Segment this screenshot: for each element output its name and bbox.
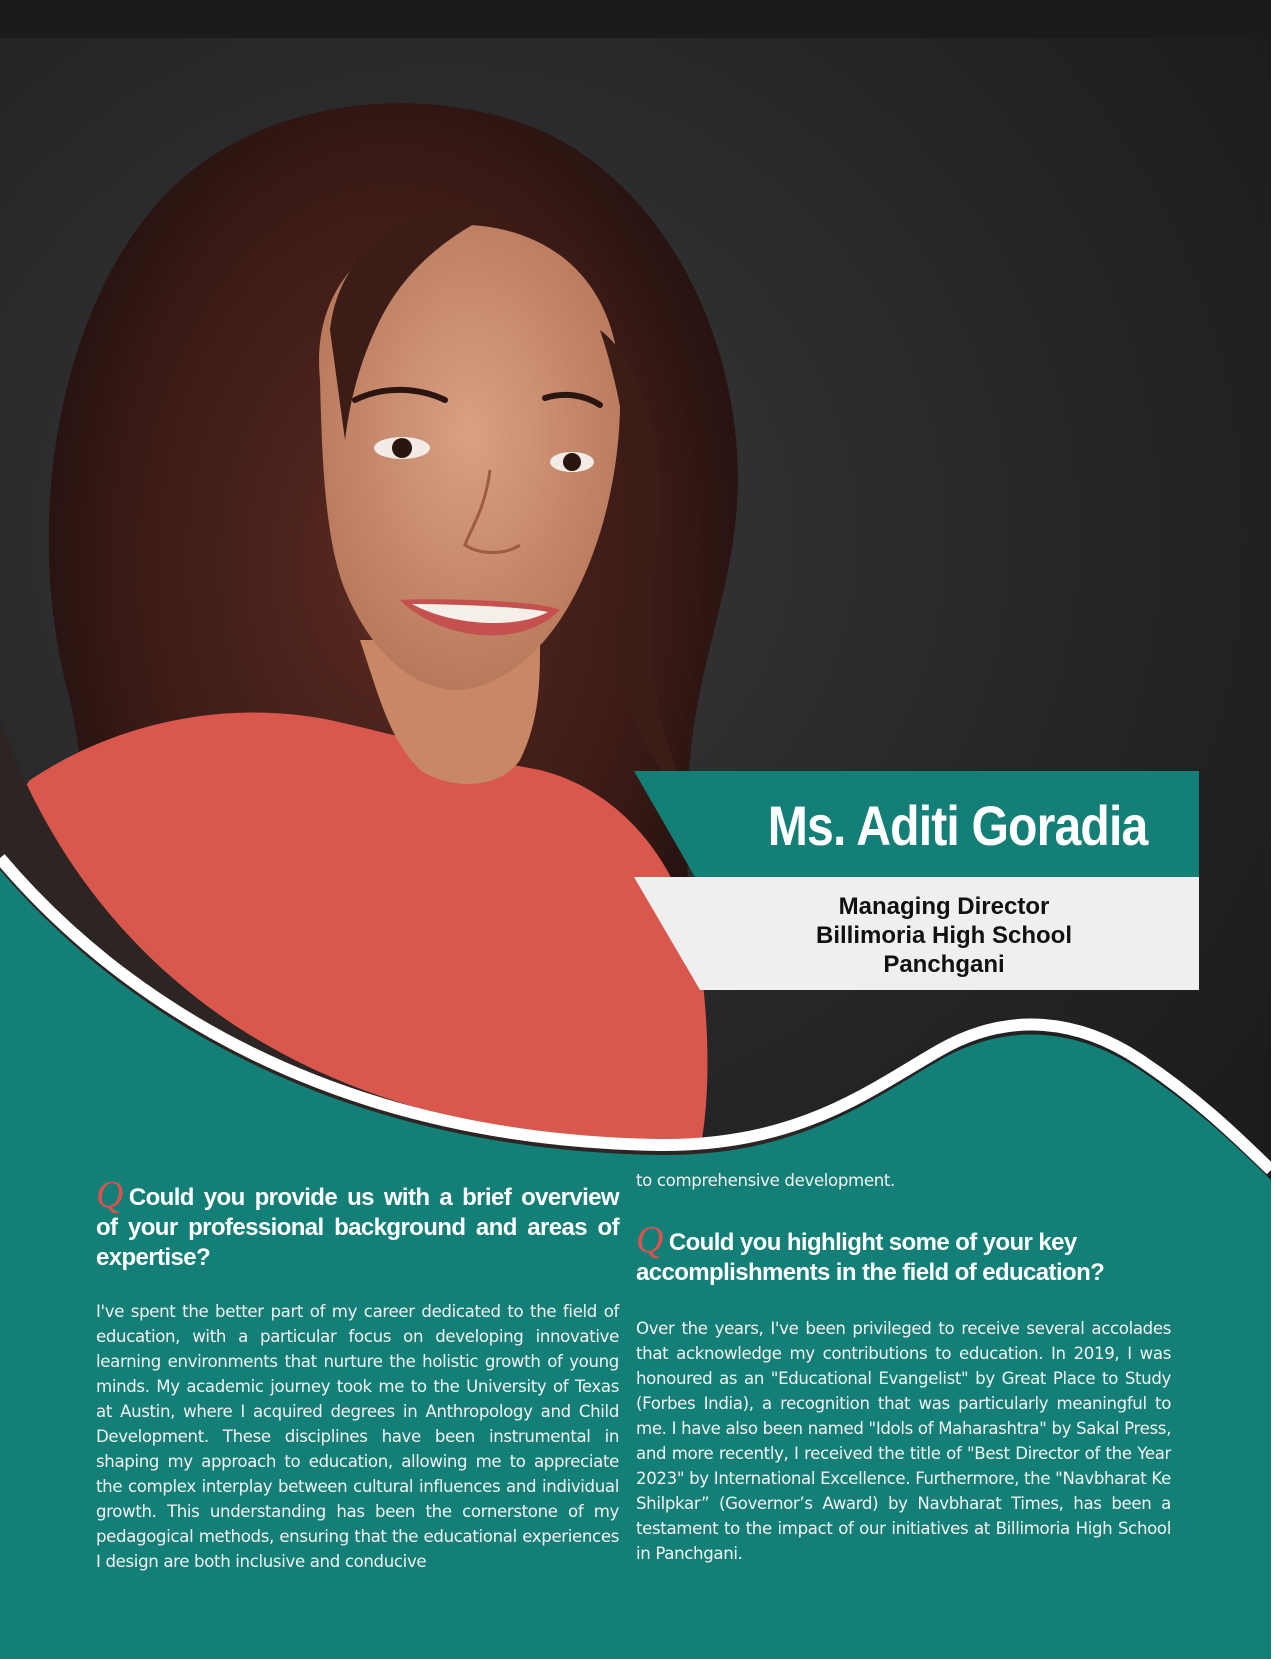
name-banner xyxy=(634,771,1199,884)
question-2 xyxy=(636,1219,1171,1288)
question-1 xyxy=(96,1174,619,1273)
answer-1: I've spent the better part of my career dedicated to the field of education, with a particular focus on developing innovative learning environments that nurture the holistic growth of young minds. My academic journey took me to the University of Texas at Austin, where I acquired degrees in Anthropology and Child Development. These disciplines have been instrumental in shaping my approach to education, allowing me to appreciate the complex interplay between cultural influences and individual growth. This understanding has been the cornerstone of my pedagogical methods, ensuring that the educational experiences I design are both inclusive and conducive xyxy=(96,1302,619,1571)
role-title: Managing Director xyxy=(838,893,1050,920)
question-2-text: Could you highlight some of your key accomplishments in the field of education? xyxy=(636,1229,1105,1286)
right-column xyxy=(636,1171,1171,1566)
answer-2: Over the years, I've been privileged to receive several accolades that acknowledge my contributions to education. In 2019, I was honoured as an "Educational Evangelist" by Great Place to Study (Forbes India), a recognition that was particularly meaningful to me. I have also been named "Idols of Maharashtra" by Sakal Press, and more recently, I received the title of "Best Director of the Year 2023" by International Excellence. Furthermore, the "Navbharat Ke Shilpkar” (Governor’s Award) by Navbharat Times, has been a testament to the impact of our initiatives at Billimoria High School in Panchgani. xyxy=(636,1319,1171,1563)
location-name: Panchgani xyxy=(883,951,1005,978)
school-name: Billimoria High School xyxy=(815,922,1073,949)
role-block xyxy=(734,892,1154,979)
answer-1-continued: to comprehensive development. xyxy=(636,1171,895,1190)
q-icon: Q xyxy=(636,1219,663,1261)
question-1-text: Could you provide us with a brief overview of your professional background and areas of expertise? xyxy=(96,1184,619,1271)
q-icon: Q xyxy=(96,1174,123,1216)
person-name: Ms. Aditi Goradia xyxy=(767,794,1147,857)
left-column xyxy=(96,1174,619,1574)
role-banner xyxy=(634,877,1199,990)
